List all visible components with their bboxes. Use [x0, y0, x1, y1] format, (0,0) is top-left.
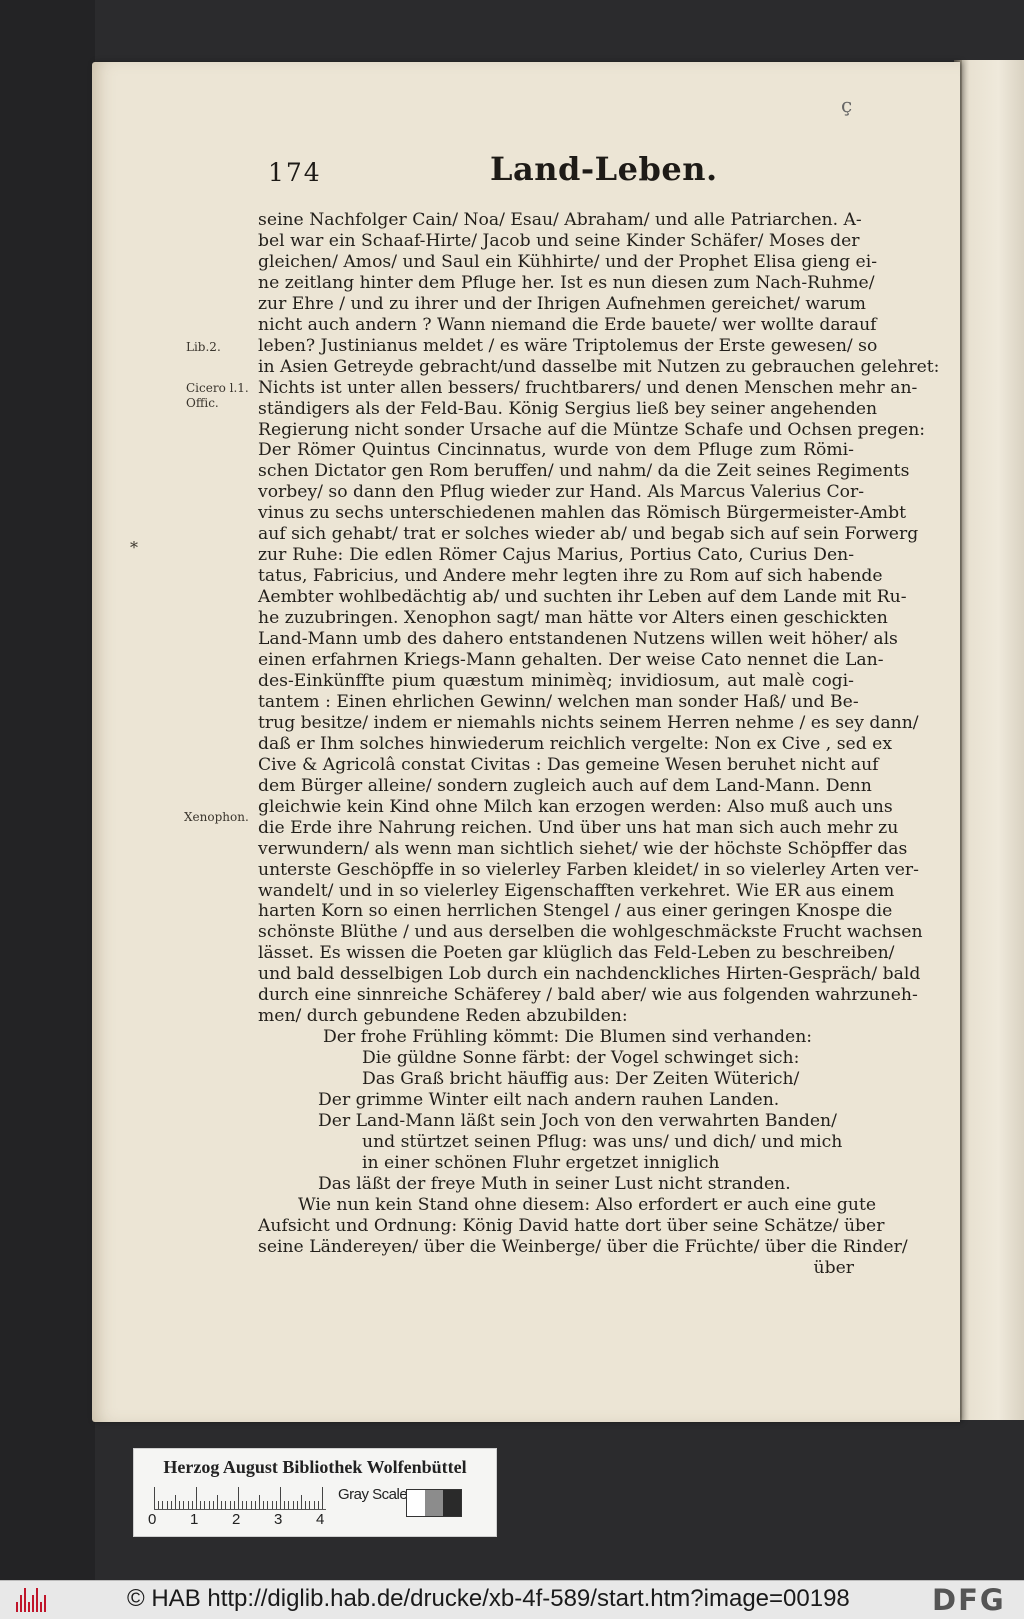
ruler-label: 0 [148, 1511, 157, 1528]
logo-bar [28, 1602, 30, 1612]
page-header [268, 150, 868, 190]
text-line: Aembter wohlbedächtig ab/ und suchten ihr Leben auf dem Lande mit Ru- [258, 587, 907, 608]
text-line: Cive & Agricolâ constat Civitas : Das gemeine Wesen beruhet nicht auf [258, 754, 879, 775]
page-number: 174 [268, 158, 322, 187]
text-line: Aufsicht und Ordnung: König David hatte dort über seine Schätze/ über [258, 1215, 885, 1236]
ruler-tick [305, 1501, 306, 1509]
text-line: tantem : Einen ehrlichen Gewinn/ welchen man sonder Haß/ und Be- [258, 691, 859, 712]
verse-line: Das Graß bricht häuffig aus: Der Zeiten Wüterich/ [362, 1069, 800, 1090]
verse-line: Der grimme Winter eilt nach andern rauhen Landen. [318, 1090, 780, 1111]
ruler-label: 4 [316, 1511, 325, 1528]
ruler-tick [293, 1501, 294, 1509]
ruler-tick [263, 1501, 264, 1509]
text-line: leben? Justinianus meldet / es wäre Triptolemus der Erste gewesen/ so [258, 335, 878, 356]
text-line: zur Ehre / und zu ihrer und der Ihrigen Aufnehmen gereichet/ warum [258, 293, 866, 314]
ruler-tick [272, 1501, 273, 1509]
margin-note-offic: Offic. [186, 396, 219, 410]
gray-swatch [443, 1490, 461, 1516]
text-line: seine Ländereyen/ über die Weinberge/ über die Früchte/ über die Rinder/ [258, 1236, 908, 1257]
verse-line: Die güldne Sonne färbt: der Vogel schwinget sich: [362, 1048, 800, 1069]
logo-bar [16, 1602, 18, 1612]
ruler-tick [209, 1501, 210, 1509]
ruler-tick [301, 1495, 302, 1509]
text-line: gleichen/ Amos/ und Saul ein Kühhirte/ und der Prophet Elisa gieng ei- [258, 251, 878, 272]
ruler-tick [158, 1501, 159, 1509]
verse-line: in einer schönen Fluhr ergetzet inniglich [362, 1152, 720, 1173]
ruler-tick [255, 1501, 256, 1509]
running-title: Land-Leben. [490, 150, 718, 188]
hab-logo-icon [16, 1588, 46, 1612]
margin-note-lib: Lib.2. [186, 340, 221, 354]
logo-bar [40, 1602, 42, 1612]
ruler-tick [230, 1501, 231, 1509]
text-line: einen erfahrnen Kriegs-Mann gehalten. Der weise Cato nennet die Lan- [258, 650, 884, 671]
ruler-tick [204, 1501, 205, 1509]
ruler-tick [280, 1487, 281, 1509]
scale-ruler [154, 1487, 326, 1510]
ruler-tick [188, 1501, 189, 1509]
ruler-tick [251, 1501, 252, 1509]
prose-block [258, 210, 940, 1027]
text-line: und bald desselbigen Lob durch ein nachdenckliches Hirten-Gespräch/ bald [258, 964, 921, 985]
ruler-tick [314, 1501, 315, 1509]
scan-background [0, 0, 95, 1580]
text-line: durch eine sinnreiche Schäferey / bald aber/ wie aus folgenden wahrzuneh- [258, 985, 918, 1006]
ruler-tick [221, 1501, 222, 1509]
prose-block-continued [258, 1194, 908, 1258]
catchword: über [813, 1257, 854, 1278]
text-line: Land-Mann umb des dahero entstandenen Nutzens willen weit höher/ als [258, 629, 898, 650]
body-text [258, 210, 940, 1279]
ruler-tick [225, 1501, 226, 1509]
margin-note-cicero: Cicero l.1. [186, 381, 249, 395]
ruler-tick [267, 1501, 268, 1509]
text-line: dem Bürger alleine/ sondern zugleich auch auf dem Land-Mann. Denn [258, 775, 872, 796]
ruler-tick [196, 1487, 197, 1509]
ruler-tick [213, 1501, 214, 1509]
gray-scale-label: Gray Scale [338, 1486, 408, 1503]
text-line: auf sich gehabt/ trat er solches wieder ab/ und begab sich auf sein Forwerg [258, 524, 919, 545]
text-line: wandelt/ und in so vielerley Eigenschafften verkehret. Wie ER aus einem [258, 880, 895, 901]
ruler-tick [175, 1495, 176, 1509]
text-line: vorbey/ so dann den Pflug wieder zur Hand. Als Marcus Valerius Cor- [258, 482, 865, 503]
text-line: harten Korn so einen herrlichen Stengel / aus einer geringen Knospe die [258, 901, 893, 922]
ruler-tick [297, 1501, 298, 1509]
verse-line: Der Land-Mann läßt sein Joch von den verwahrten Banden/ [318, 1110, 837, 1131]
text-line: Nichts ist unter allen bessers/ fruchtbarers/ und denen Menschen mehr an- [258, 377, 918, 398]
text-line: lässet. Es wissen die Poeten gar klüglich das Feld-Leben zu beschreiben/ [258, 943, 895, 964]
footer-bar [0, 1580, 1024, 1619]
ruler-tick [288, 1501, 289, 1509]
text-line: bel war ein Schaaf-Hirte/ Jacob und seine Kinder Schäfer/ Moses der [258, 230, 860, 251]
library-name: Herzog August Bibliothek Wolfenbüttel [163, 1457, 467, 1477]
corner-mark: ç [841, 93, 853, 117]
footer-url[interactable]: © HAB http://diglib.hab.de/drucke/xb-4f-589/start.htm?image=00198 [127, 1585, 850, 1612]
ruler-tick [171, 1501, 172, 1509]
library-colorbar [133, 1448, 497, 1537]
ruler-tick [242, 1501, 243, 1509]
margin-note-xenophon: Xenophon. [184, 810, 249, 824]
ruler-tick [284, 1501, 285, 1509]
text-line: schen Dictator gen Rom beruffen/ und nahm/ da die Zeit seines Regiments [258, 461, 910, 482]
ruler-tick [309, 1501, 310, 1509]
gray-swatch [407, 1490, 425, 1516]
ruler-tick [259, 1495, 260, 1509]
verse-block [258, 1027, 854, 1195]
ruler-tick [154, 1487, 155, 1509]
ruler-tick [234, 1501, 235, 1509]
text-line: Der Römer Quintus Cincinnatus, wurde von dem Pfluge zum Römi- [258, 440, 854, 461]
ruler-tick [246, 1501, 247, 1509]
margin-note-asterisk: * [130, 538, 138, 557]
logo-bar [44, 1595, 46, 1612]
text-line: die Erde ihre Nahrung reichen. Und über uns hat man sich auch mehr zu [258, 817, 899, 838]
logo-bar [24, 1588, 26, 1612]
text-line: schönste Blüthe / und aus derselben die wohlgeschmäckste Frucht wachsen [258, 922, 923, 943]
text-line: ne zeitlang hinter dem Pfluge her. Ist es nun diesen zum Nach-Ruhme/ [258, 272, 875, 293]
text-line: tatus, Fabricius, und Andere mehr legten ihre zu Rom auf sich habende [258, 566, 883, 587]
ruler-tick [238, 1487, 239, 1509]
text-line: he zuzubringen. Xenophon sagt/ man hätte vor Alters einen geschickten [258, 608, 888, 629]
text-line: verwundern/ als wenn man sichtlich siehet/ wie der höchste Schöpffer das [258, 838, 908, 859]
logo-bar [32, 1595, 34, 1612]
ruler-tick [200, 1501, 201, 1509]
ruler-tick [318, 1501, 319, 1509]
verse-line: Das läßt der freye Muth in seiner Lust nicht stranden. [318, 1173, 791, 1194]
text-line: men/ durch gebundene Reden abzubilden: [258, 1006, 628, 1027]
text-line: Regierung nicht sonder Ursache auf die Müntze Schafe und Ochsen pregen: [258, 419, 926, 440]
text-line: unterste Geschöpffe in so vielerley Farben kleidet/ in so vielerley Arten ver- [258, 859, 919, 880]
ruler-tick [183, 1501, 184, 1509]
verse-line: und stürtzet seinen Pflug: was uns/ und dich/ und mich [362, 1131, 843, 1152]
text-line: zur Ruhe: Die edlen Römer Cajus Marius, Portius Cato, Curius Den- [258, 545, 854, 566]
facing-page-edge [960, 60, 1024, 1420]
text-line: des-Einkünffte pium quæstum minimèq; invidiosum, aut malè cogi- [258, 670, 854, 691]
ruler-label: 1 [190, 1511, 199, 1528]
ruler-tick [322, 1487, 323, 1509]
ruler-tick [276, 1501, 277, 1509]
text-line: ständigers als der Feld-Bau. König Sergius ließ bey seiner angehenden [258, 398, 878, 419]
text-line: vinus zu sechs unterschiedenen mahlen das Römisch Bürgermeister-Ambt [258, 503, 906, 524]
verse-line: Der frohe Frühling kömmt: Die Blumen sind verhanden: [323, 1027, 813, 1048]
ruler-label: 3 [274, 1511, 283, 1528]
logo-bar [36, 1588, 38, 1612]
text-line: daß er Ihm solches hinwiederum reichlich vergelte: Non ex Cive , sed ex [258, 733, 893, 754]
gray-swatch [425, 1490, 443, 1516]
text-line: trug besitze/ indem er niemahls nichts seinem Herren nehme / es sey dann/ [258, 712, 919, 733]
text-line: gleichwie kein Kind ohne Milch kan erzogen werden: Also muß auch uns [258, 796, 893, 817]
ruler-tick [162, 1501, 163, 1509]
dfg-logo: DFG [932, 1583, 1006, 1617]
ruler-tick [192, 1501, 193, 1509]
text-line: nicht auch andern ? Wann niemand die Erde bauete/ wer wollte darauf [258, 314, 877, 335]
ruler-tick [217, 1495, 218, 1509]
gray-scale-swatches [406, 1489, 462, 1517]
ruler-tick [167, 1501, 168, 1509]
ruler-tick [179, 1501, 180, 1509]
ruler-label: 2 [232, 1511, 241, 1528]
text-line: in Asien Getreyde gebracht/und dasselbe mit Nutzen zu gebrauchen gelehret: [258, 356, 940, 377]
text-line: seine Nachfolger Cain/ Noa/ Esau/ Abraham/ und alle Patriarchen. A- [258, 210, 862, 230]
text-line: Wie nun kein Stand ohne diesem: Also erfordert er auch eine gute [298, 1194, 877, 1215]
logo-bar [20, 1595, 22, 1612]
